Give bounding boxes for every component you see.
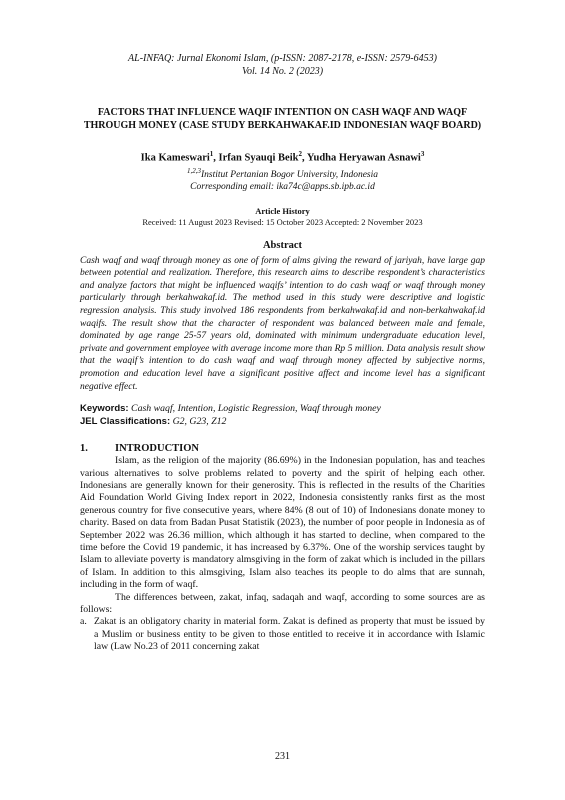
affiliation: [80, 165, 485, 181]
jel-label: JEL Classifications:: [80, 415, 171, 427]
list-item-label: a.: [80, 616, 87, 628]
abstract-heading: Abstract: [262, 239, 303, 251]
list-item: [80, 616, 485, 653]
journal-volume: Vol. 14 No. 2 (2023): [241, 66, 324, 77]
author-name: Irfan Syauqi Beik: [218, 152, 299, 164]
author-sup: 2: [298, 150, 302, 158]
abstract-text: Cash waqf and waqf through money as one of form of alms giving the reward of jariyah, have large gap between potential and realization. Therefore, this research aims to describe respondent’s characteristics and analyze factors that might be influenced waqifs’ intention to do cash waqf or waqf through money particularly through berkahwakaf.id. The method used in this study were descriptive and logistic regression analysis. This study involved 186 respondents from berkahwakaf.id and non-berkahwakaf.id waqifs. The result show that the character of respondent was balanced between male and female, dominated by age range 25-57 years old, dominated with minimum undergraduate education level, private and government employee with average income more than Rp 5 million. Data analysis result show that the waqif’s intention to do cash waqf and waqf through money affected by subjective norms, promotion and education level have a significant positive affect and income level has a significant negative effect.: [80, 255, 485, 392]
author-sup: 1: [209, 150, 214, 158]
keywords-label: Keywords:: [80, 403, 129, 415]
keywords-line: [80, 403, 485, 416]
keywords-text: Cash waqf, Intention, Logistic Regression, Waqf through money: [131, 403, 381, 415]
corresponding-email: Corresponding email: ika74c@apps.sb.ipb.ac.id: [190, 181, 375, 192]
paper-title: FACTORS THAT INFLUENCE WAQIF INTENTION ON CASH WAQF AND WAQF THROUGH MONEY (CASE STUDY BERKAHWAKAF.ID INDONESIAN WAQF BOARD): [83, 107, 482, 131]
article-history-dates: Received: 11 August 2023 Revised: 15 October 2023 Accepted: 2 November 2023: [142, 216, 423, 227]
affiliation-text: Institut Pertanian Bogor University, Indonesia: [200, 169, 379, 180]
jel-line: [80, 416, 485, 429]
author-list: Ika Kameswari$^1$, Irfan Syauqi Beik$^2$, Yudha Heryawan Asnawi$^3$: [140, 150, 425, 164]
page-number: 231: [275, 751, 290, 762]
article-history-heading: Article History: [255, 205, 310, 216]
author-name: Ika Kameswari: [140, 152, 210, 164]
page-content: [80, 52, 485, 654]
journal-name: AL-INFAQ: Jurnal Ekonomi Islam, (p-ISSN: 2087-2178, e-ISSN: 2579-6453): [128, 53, 437, 64]
intro-paragraph-1: Islam, as the religion of the majority (86.69%) in the Indonesian population, has and teaches various alternatives to solve problems related to poverty and the spirit of helping each other. Indonesians are generally known for their generosity. This is reflected in the results of the Charities Aid Foundation World Giving Index report in 2022, Indonesia consistently ranks first as the most generous country for five consecutive years, where 84% (8 out of 10) of Indonesians donate money to charity. Based on data from Badan Pusat Statistik (2023), the number of poor people in Indonesia as of September 2022 was 26.36 million, which although it has started to decline, when compared to the time before the Covid 19 pandemic, it has increased by 6.37%. One of the worship services taught by Islam to alleviate poverty is mandatory almsgiving in the form of zakat which is included in the pillars of Islam. In addition to this almsgiving, Islam also teaches its people to do alms that are sunnah, including in the form of waqf.: [80, 455, 485, 591]
affiliation-sup: 1,2,3: [186, 166, 201, 175]
author-sup: 3: [420, 150, 425, 158]
section-title: INTRODUCTION: [115, 443, 200, 455]
intro-paragraph-2: The differences between, zakat, infaq, sadaqah and waqf, according to some sources are as follows:: [80, 591, 485, 616]
jel-text: G2, G23, Z12: [172, 415, 227, 427]
author-name: Yudha Heryawan Asnawi: [306, 152, 421, 164]
section-heading: [80, 442, 485, 455]
list-item-text: Zakat is an obligatory charity in material form. Zakat is defined as property that must be issued by a Muslim or business entity to be given to those entitled to receive it in accordance with Islamic law (Law No.23 of 2011 concerning zakat: [94, 616, 485, 653]
journal-header: [80, 52, 485, 78]
keywords-block: [80, 403, 485, 428]
section-number: 1.: [80, 443, 88, 455]
